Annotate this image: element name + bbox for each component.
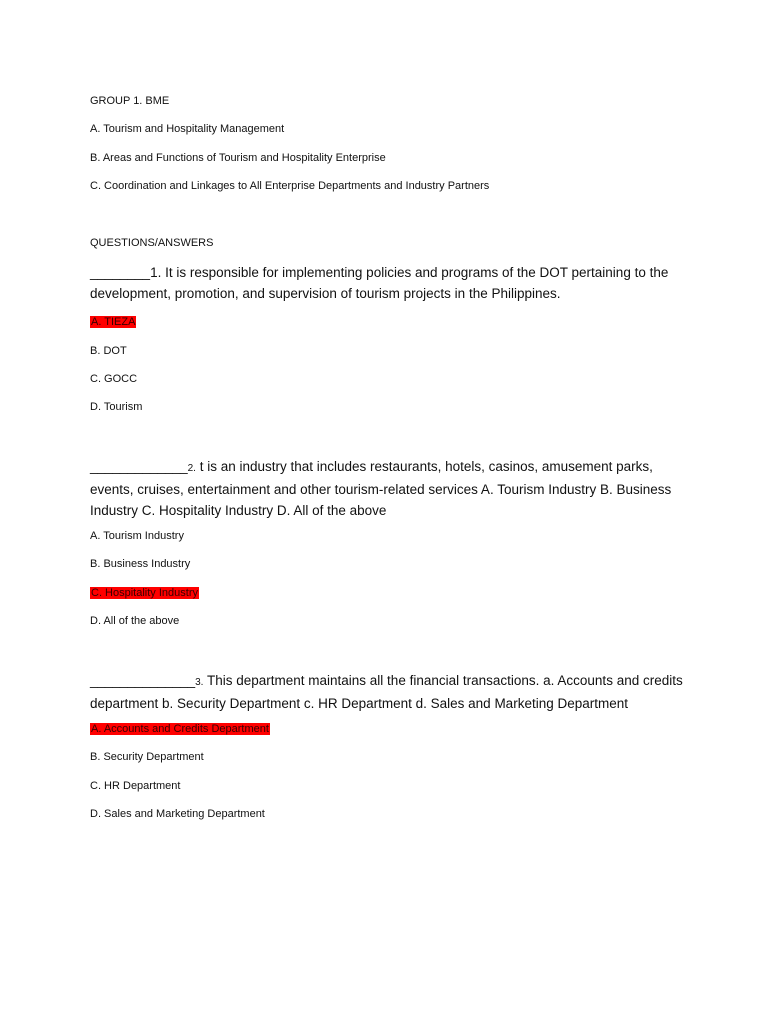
question-text: t is an industry that includes restaurants, hotels, casinos, amusement parks, events, cruises, entertainment and other tourism-related services A. Tourism Industry B. Business Industry C. Hospitality Industry D. All of the above (90, 459, 672, 518)
answer-blank: ________ (90, 265, 151, 280)
question-1 (90, 262, 690, 304)
topic-c: C. Coordination and Linkages to All Enterprise Departments and Industry Partners (90, 180, 490, 192)
option-q1-c: C. GOCC (90, 373, 138, 385)
highlighted-answer: C. Hospitality Industry (91, 587, 198, 599)
question-number: 3. (195, 677, 204, 688)
option-q3-a (90, 723, 270, 735)
option-q1-a (90, 316, 136, 328)
option-q2-c (90, 587, 199, 599)
highlighted-answer: A. TIEZA (91, 316, 136, 328)
question-text: This department maintains all the financial transactions. a. Accounts and credits department b. Security Department c. HR Department d. Sales and Marketing Department (90, 673, 683, 711)
group-heading: GROUP 1. BME (90, 95, 170, 107)
question-3 (90, 670, 690, 714)
question-text: It is responsible for implementing policies and programs of the DOT pertaining to the development, promotion, and supervision of tourism projects in the Philippines. (90, 265, 669, 301)
highlighted-answer: A. Accounts and Credits Department (91, 723, 269, 735)
option-q1-d: D. Tourism (90, 401, 143, 413)
option-q2-b: B. Business Industry (90, 558, 191, 570)
option-q2-a: A. Tourism Industry (90, 530, 184, 542)
question-number: 1. (150, 265, 162, 280)
option-q3-c: C. HR Department (90, 780, 181, 792)
topic-a: A. Tourism and Hospitality Management (90, 123, 285, 135)
question-number: 2. (187, 463, 196, 474)
section-title: QUESTIONS/ANSWERS (90, 237, 214, 249)
answer-blank: _____________ (90, 459, 188, 474)
option-q3-d: D. Sales and Marketing Department (90, 808, 265, 820)
option-q2-d: D. All of the above (90, 615, 180, 627)
question-2 (90, 456, 690, 521)
topic-b: B. Areas and Functions of Tourism and Hospitality Enterprise (90, 152, 386, 164)
answer-blank: ______________ (90, 673, 196, 688)
option-q1-b: B. DOT (90, 345, 127, 357)
option-q3-b: B. Security Department (90, 751, 204, 763)
